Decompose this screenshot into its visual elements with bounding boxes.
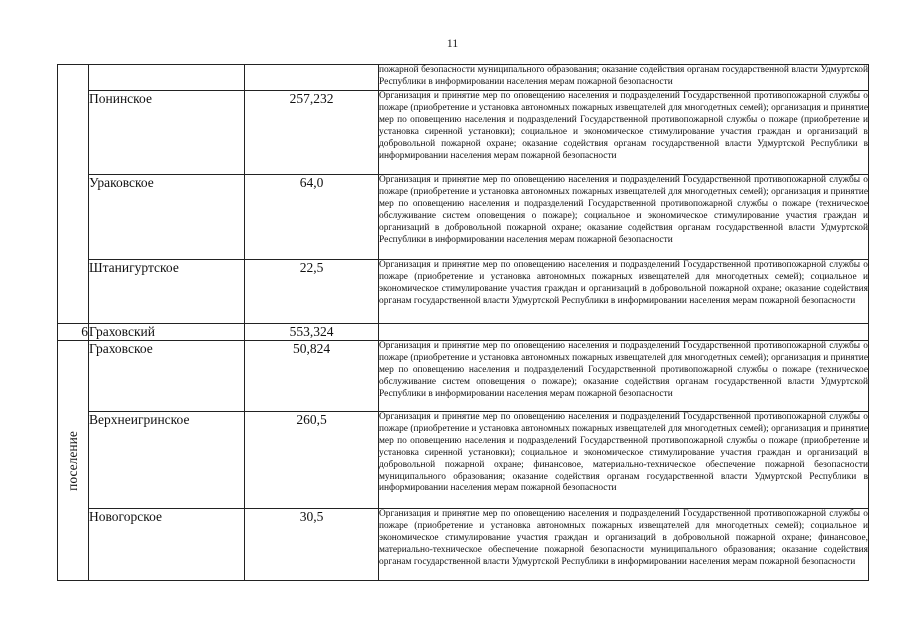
table-row — [58, 509, 869, 581]
district-amount: 553,324 — [245, 324, 379, 341]
settlement-description: Организация и принятие мер по оповещению населения и подразделений Государственной противопожарной службы о пожаре (приобретение и установка автономных пожарных извещателей для многодетных семей); социальное и экономическое стимулирование участия граждан и организаций в добровольной пожарной охране; оказание содействия органам государственной власти Удмуртской Республики в информировании населения мерам пожарной безопасности — [379, 260, 869, 324]
settlement-description: Организация и принятие мер по оповещению населения и подразделений Государственной противопожарной службы о пожаре (приобретение и установка автономных пожарных извещателей для многодетных семей); организация и принятие мер по оповещению населения и подразделений Государственной противопожарной службы о пожаре (техническое обслуживание систем оповещения о пожаре); социальное и экономическое стимулирование участия граждан и организаций в добровольной пожарной охране; оказание содействия органам государственной власти Удмуртской Республики в информировании населения мерам пожарной безопасности — [379, 175, 869, 260]
table-row — [58, 175, 869, 260]
settlement-description: Организация и принятие мер по оповещению населения и подразделений Государственной противопожарной службы о пожаре (приобретение и установка автономных пожарных извещателей для многодетных семей); социальное и экономическое стимулирование участия граждан и организаций в добровольной пожарной охране; финансовое, материально-техническое обеспечение пожарной безопасности муниципального образования; оказание содействия органам государственной власти Удмуртской Республики в информировании населения мерам пожарной безопасности — [379, 509, 869, 581]
settlement-description: Организация и принятие мер по оповещению населения и подразделений Государственной противопожарной службы о пожаре (приобретение и установка автономных пожарных извещателей для многодетных семей); организация и принятие мер по оповещению населения и подразделений Государственной противопожарной службы о пожаре (приобретение и установка сиренной установки); социальное и экономическое стимулирование участия граждан и организаций в добровольной пожарной охране; финансовое, материально-техническое обеспечение пожарной безопасности муниципального образования; оказание содействия органам государственной власти Удмуртской Республики в информировании населения мерам пожарной безопасности — [379, 412, 869, 509]
vertical-label: поселение — [65, 430, 80, 491]
name-cell — [89, 65, 245, 91]
district-name: Граховский — [89, 324, 245, 341]
table-row — [58, 260, 869, 324]
district-number: 6 — [58, 324, 89, 341]
table-row — [58, 412, 869, 509]
settlement-amount: 260,5 — [245, 412, 379, 509]
settlement-name: Новогорское — [89, 509, 245, 581]
table-row — [58, 91, 869, 175]
settlement-name: Ураковское — [89, 175, 245, 260]
settlement-name: Граховское — [89, 341, 245, 412]
allocation-table — [57, 64, 869, 581]
settlement-name: Понинское — [89, 91, 245, 175]
settlement-amount: 64,0 — [245, 175, 379, 260]
table-row — [58, 341, 869, 412]
settlement-name: Верхнеигринское — [89, 412, 245, 509]
vertical-label-cell — [58, 341, 89, 581]
table-row-continuation — [58, 65, 869, 91]
settlement-amount: 50,824 — [245, 341, 379, 412]
settlement-amount: 22,5 — [245, 260, 379, 324]
district-description — [379, 324, 869, 341]
settlement-amount: 30,5 — [245, 509, 379, 581]
amount-cell — [245, 65, 379, 91]
number-cell — [58, 65, 89, 324]
page-number: 11 — [446, 36, 459, 50]
settlement-description: Организация и принятие мер по оповещению населения и подразделений Государственной противопожарной службы о пожаре (приобретение и установка автономных пожарных извещателей для многодетных семей); организация и принятие мер по оповещению населения и подразделений Государственной противопожарной службы о пожаре (техническое обслуживание систем оповещения о пожаре); оказание содействия органам государственной власти Удмуртской Республики в информировании населения мерам пожарной безопасности — [379, 341, 869, 412]
description-cell: пожарной безопасности муниципального образования; оказание содействия органам государственной власти Удмуртской Республики в информировании населения мерам пожарной безопасности — [379, 65, 869, 91]
settlement-description: Организация и принятие мер по оповещению населения и подразделений Государственной противопожарной службы о пожаре (приобретение и установка автономных пожарных извещателей для многодетных семей); организация и принятие мер по оповещению населения и подразделений Государственной противопожарной службы о пожаре (приобретение и установка сиренной установки); социальное и экономическое стимулирование участия граждан и организаций в добровольной пожарной охране; оказание содействия органам государственной власти Удмуртской Республики в информировании населения мерам пожарной безопасности — [379, 91, 869, 175]
settlement-amount: 257,232 — [245, 91, 379, 175]
table-row-district — [58, 324, 869, 341]
settlement-name: Штанигуртское — [89, 260, 245, 324]
